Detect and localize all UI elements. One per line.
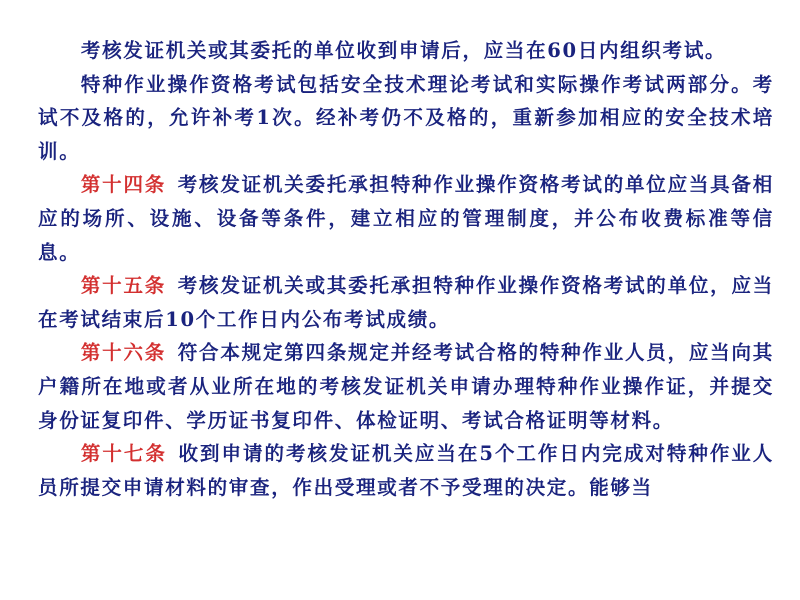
article-16: [38, 336, 774, 437]
article-number: 第十五条: [80, 274, 167, 298]
article-number: 第十四条: [80, 173, 167, 197]
article-number: 第十七条: [80, 442, 167, 466]
regulation-text-body: [38, 34, 774, 504]
paragraph-text: 考核发证机关委托承担特种作业操作资格考试的单位应当具备相应的场所、设施、设备等条件，建立相应的管理制度，并公布收费标准等信息。: [38, 173, 774, 264]
article-14: [38, 168, 774, 269]
paragraph-text: 符合本规定第四条规定并经考试合格的特种作业人员，应当向其户籍所在地或者从业所在地的考核发证机关申请办理特种作业操作证，并提交身份证复印件、学历证书复印件、体检证明、考试合格证明等材料。: [38, 341, 774, 432]
paragraph-exam-composition: [38, 68, 774, 169]
paragraph-text: 特种作业操作资格考试包括安全技术理论考试和实际操作考试两部分。考试不及格的，允许补考1次。经补考仍不及格的，重新参加相应的安全技术培训。: [38, 72, 774, 163]
paragraph-text: 收到申请的考核发证机关应当在5个工作日内完成对特种作业人员所提交申请材料的审查，作出受理或者不予受理的决定。能够当: [38, 442, 774, 499]
paragraph-text: 考核发证机关或其委托的单位收到申请后，应当在60日内组织考试。: [80, 39, 727, 62]
paragraph-exam-organization: [38, 34, 774, 68]
article-15: [38, 269, 774, 336]
article-number: 第十六条: [80, 341, 167, 365]
article-17: [38, 437, 774, 504]
paragraph-text: 考核发证机关或其委托承担特种作业操作资格考试的单位，应当在考试结束后10个工作日内公布考试成绩。: [38, 274, 774, 331]
